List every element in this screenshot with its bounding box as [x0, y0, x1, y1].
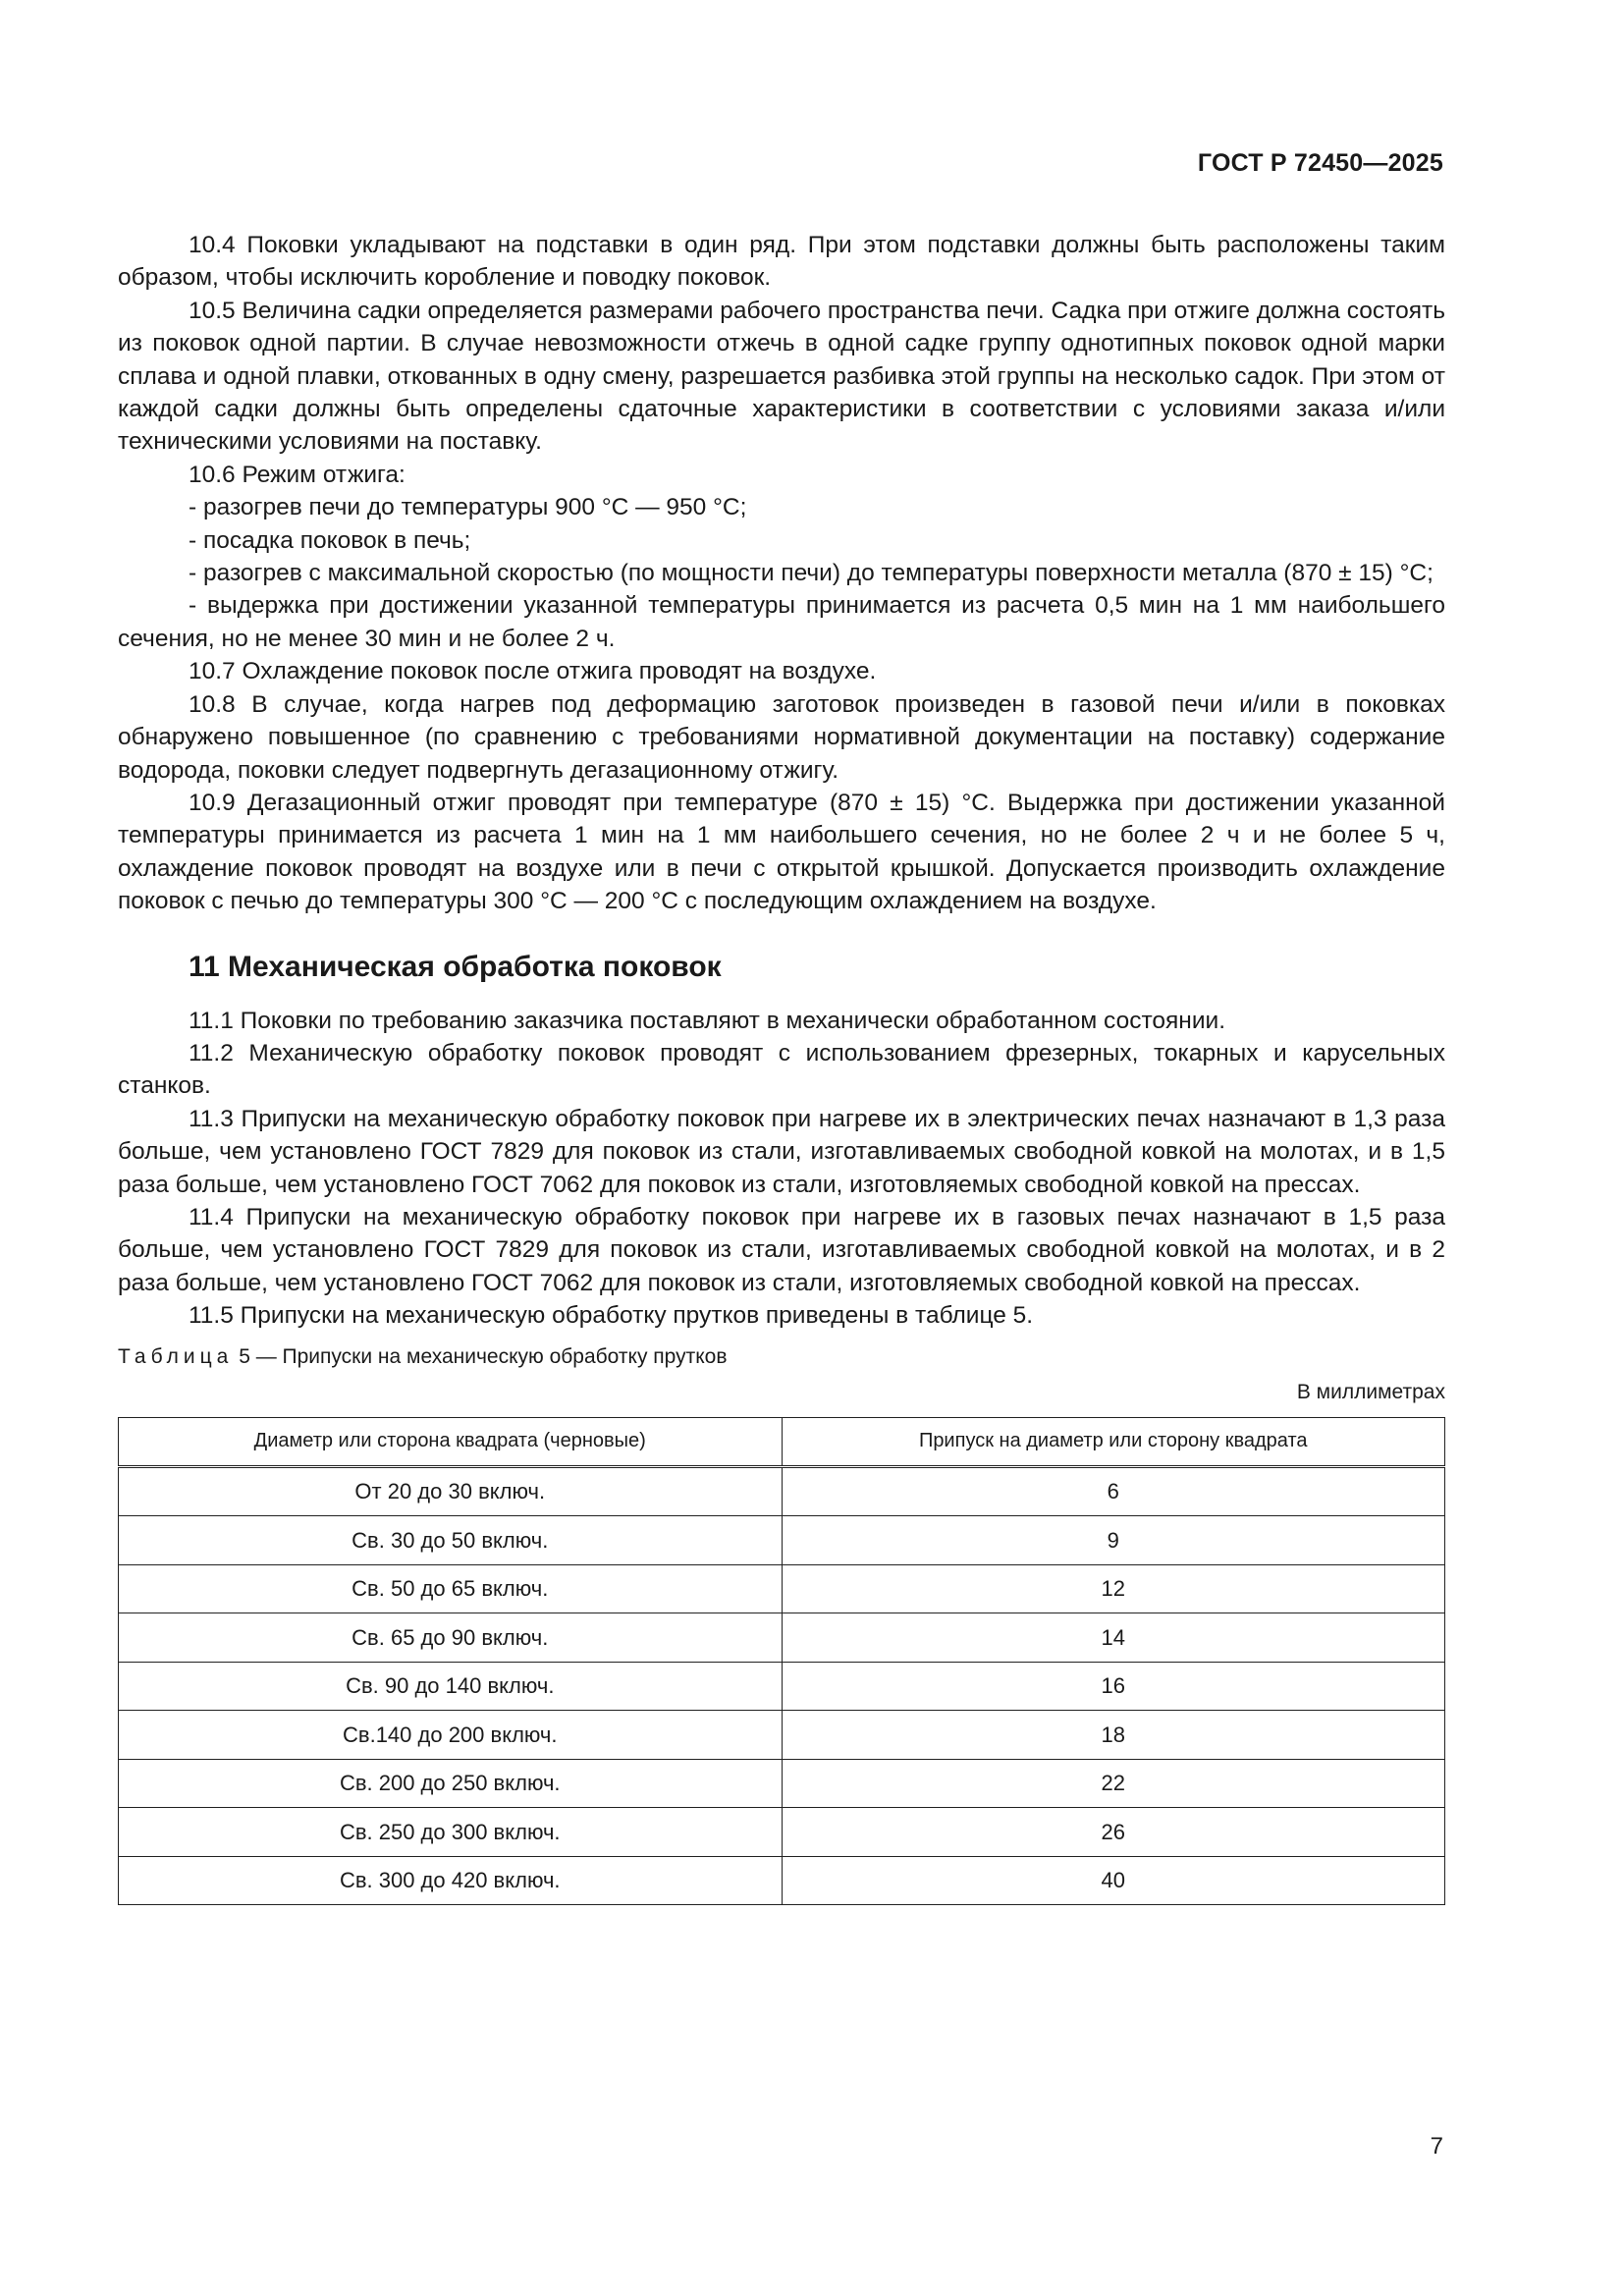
- cell-allowance: 12: [782, 1564, 1445, 1613]
- paragraph-10-6: 10.6 Режим отжига:: [189, 461, 406, 488]
- table-row: [119, 1516, 1445, 1565]
- table-row: [119, 1564, 1445, 1613]
- table-row: [119, 1759, 1445, 1808]
- paragraph-11-4: 11.4 Припуски на механическую обработку поковок при нагреве их в газовых печах назначают в 1,5 раза больше, чем установлено ГОСТ 7829 для поковок из стали, изготавливаемых свободной ковкой на молотах, и в 2 раза больше, чем установлено ГОСТ 7062 для поковок из стали, изготовляемых свободной ковкой на прессах.: [118, 1203, 1445, 1296]
- paragraph-10-9: 10.9 Дегазационный отжиг проводят при температуре (870 ± 15) °С. Выдержка при достижении указанной температуры принимается из расчета 1 мин на 1 мм наибольшего сечения, но не более 2 ч и не более 5 ч, охлаждение поковок проводят на воздухе или в печи с открытой крышкой. Допускается производить охлаждение поковок с печью до температуры 300 °С — 200 °С с последующим охлаждением на воздухе.: [118, 789, 1445, 915]
- cell-allowance: 22: [782, 1759, 1445, 1808]
- table-row: [119, 1856, 1445, 1905]
- cell-allowance: 26: [782, 1808, 1445, 1857]
- table-caption-text: 5 — Припуски на механическую обработку прутков: [239, 1344, 728, 1368]
- cell-diameter: Св. 50 до 65 включ.: [119, 1564, 783, 1613]
- cell-diameter: Св. 90 до 140 включ.: [119, 1662, 783, 1711]
- table-row: [119, 1808, 1445, 1857]
- paragraph-10-4: 10.4 Поковки укладывают на подставки в один ряд. При этом подставки должны быть расположены таким образом, чтобы исключить коробление и поводку поковок.: [118, 232, 1445, 292]
- paragraph-10-8: 10.8 В случае, когда нагрев под деформацию заготовок произведен в газовой печи и/или в поковках обнаружено повышенное (по сравнению с требованиями нормативной документации на поставку) содержание водорода, поковки следует подвергнуть дегазационному отжигу.: [118, 690, 1445, 784]
- cell-diameter: От 20 до 30 включ.: [119, 1466, 783, 1516]
- cell-allowance: 9: [782, 1516, 1445, 1565]
- column-header-diameter: Диаметр или сторона квадрата (черновые): [119, 1417, 783, 1466]
- paragraph-10-5: 10.5 Величина садки определяется размерами рабочего пространства печи. Садка при отжиге должна состоять из поковок одной партии. В случае невозможности отжечь в одной садке группу однотипных поковок одной марки сплава и одной плавки, откованных в одну смену, разрешается разбивка этой группы на несколько садок. При этом от каждой садки должны быть определены сдаточные характеристики в соответствии с условиями заказа и/или техническими условиями на поставку.: [118, 297, 1445, 456]
- table-row: [119, 1613, 1445, 1663]
- allowances-table: [118, 1417, 1445, 1906]
- annealing-step: - разогрев с максимальной скоростью (по мощности печи) до температуры поверхности металла (870 ± 15) °С;: [189, 560, 1434, 587]
- table-caption: [118, 1342, 1445, 1372]
- page-number: 7: [1430, 2133, 1443, 2159]
- cell-allowance: 6: [782, 1466, 1445, 1516]
- table-row: [119, 1466, 1445, 1516]
- cell-diameter: Св.140 до 200 включ.: [119, 1711, 783, 1760]
- document-id: ГОСТ Р 72450—2025: [1197, 149, 1443, 177]
- cell-diameter: Св. 250 до 300 включ.: [119, 1808, 783, 1857]
- annealing-step: - посадка поковок в печь;: [189, 526, 471, 554]
- column-header-allowance: Припуск на диаметр или сторону квадрата: [782, 1417, 1445, 1466]
- cell-diameter: Св. 200 до 250 включ.: [119, 1759, 783, 1808]
- cell-diameter: Св. 30 до 50 включ.: [119, 1516, 783, 1565]
- cell-allowance: 14: [782, 1613, 1445, 1663]
- annealing-step: - выдержка при достижении указанной температуры принимается из расчета 0,5 мин на 1 мм наибольшего сечения, но не менее 30 мин и не более 2 ч.: [118, 592, 1445, 652]
- cell-allowance: 40: [782, 1856, 1445, 1905]
- paragraph-11-5: 11.5 Припуски на механическую обработку прутков приведены в таблице 5.: [189, 1302, 1034, 1330]
- table-caption-word: Таблица: [118, 1344, 234, 1368]
- table-row: [119, 1711, 1445, 1760]
- table-header-row: [119, 1417, 1445, 1466]
- body-text: [118, 229, 1445, 1905]
- paragraph-11-1: 11.1 Поковки по требованию заказчика поставляют в механически обработанном состоянии.: [189, 1007, 1226, 1034]
- paragraph-11-3: 11.3 Припуски на механическую обработку поковок при нагреве их в электрических печах назначают в 1,3 раза больше, чем установлено ГОСТ 7829 для поковок из стали, изготавливаемых свободной ковкой на молотах, и в 1,5 раза больше, чем установлено ГОСТ 7062 для поковок из стали, изготовляемых свободной ковкой на прессах.: [118, 1105, 1445, 1198]
- paragraph-11-2: 11.2 Механическую обработку поковок проводят с использованием фрезерных, токарных и карусельных станков.: [118, 1039, 1445, 1100]
- paragraph-10-7: 10.7 Охлаждение поковок после отжига проводят на воздухе.: [189, 658, 877, 685]
- table-row: [119, 1662, 1445, 1711]
- cell-diameter: Св. 65 до 90 включ.: [119, 1613, 783, 1663]
- annealing-step: - разогрев печи до температуры 900 °С — 950 °С;: [189, 494, 747, 521]
- cell-allowance: 16: [782, 1662, 1445, 1711]
- table-units: В миллиметрах: [1296, 1380, 1445, 1403]
- cell-diameter: Св. 300 до 420 включ.: [119, 1856, 783, 1905]
- cell-allowance: 18: [782, 1711, 1445, 1760]
- section-heading: 11 Механическая обработка поковок: [189, 950, 722, 983]
